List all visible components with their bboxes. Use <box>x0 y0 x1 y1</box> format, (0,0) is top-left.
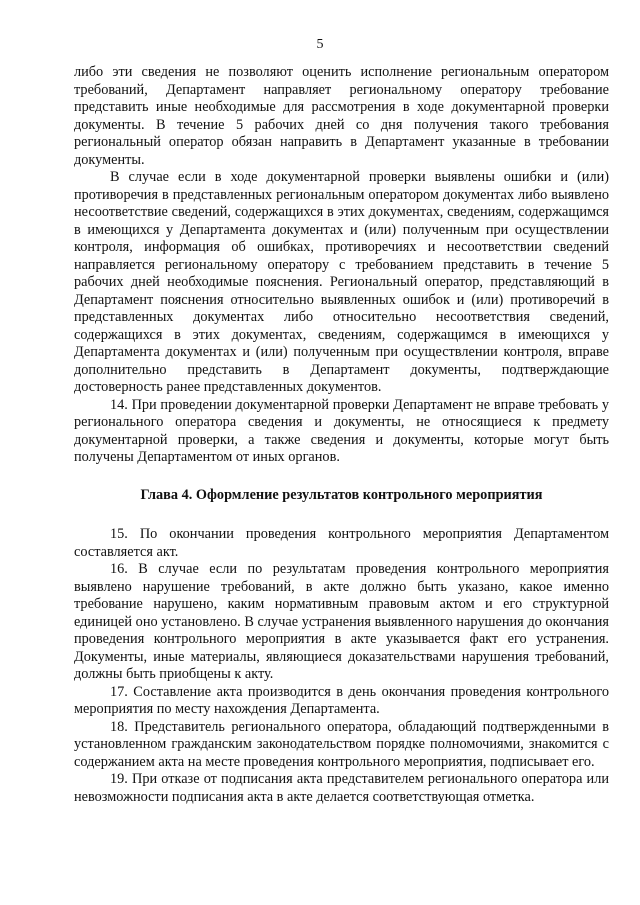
paragraph-errors-contradictions: В случае если в ходе документарной проверки выявлены ошибки и (или) противоречия в представленных региональным оператором документах либо выявлено несоответствие сведений, содержащихся в этих документах, сведениям, содержащимся в имеющихся у Департамента документах и (или) полученным при осуществлении контроля, информация об ошибках, противоречиях и несоответствии сведений направляется региональному оператору с требованием представить в течение 5 рабочих дней необходимые пояснения. Региональный оператор, представляющий в Департамент пояснения относительно выявленных ошибок и (или) противоречий в представленных документах либо относительно несоответствия сведений, содержащихся в этих документах, сведениям, содержащимся в имеющихся у Департамента документах и (или) полученным при осуществлении контроля, вправе дополнительно представить в Департамент документы, подтверждающие достоверность ранее представленных документов. <box>74 169 609 395</box>
paragraph-continuation: либо эти сведения не позволяют оценить исполнение региональным оператором требований, Департамент направляет региональному оператору требование представить иные необходимые для рассмотрения в ходе документарной проверки документы. В течение 5 рабочих дней со дня получения такого требования региональный оператор обязан направить в Департамент указанные в требовании документы. <box>74 64 609 168</box>
paragraph-clause-16: 16. В случае если по результатам проведения контрольного мероприятия выявлено нарушение требований, в акте должно быть указано, какое именно требование нарушено, каким нормативным правовым актом и его структурной единицей оно установлено. В случае устранения выявленного нарушения до окончания проведения контрольного мероприятия в акте указывается факт его устранения. Документы, иные материалы, являющиеся доказательствами нарушения требований, должны быть приобщены к акту. <box>74 561 609 682</box>
paragraph-clause-18: 18. Представитель регионального оператора, обладающий подтвержденными в установленном гражданским законодательством порядке полномочиями, знакомится с содержанием акта на месте проведения контрольного мероприятия, подписывает его. <box>74 718 609 770</box>
paragraph-clause-14: 14. При проведении документарной проверки Департамент не вправе требовать у регионального оператора сведения и документы, не относящиеся к предмету документарной проверки, а также сведения и документы, которые могут быть получены Департаментом от иных органов. <box>74 396 609 465</box>
chapter-heading: Глава 4. Оформление результатов контрольного мероприятия <box>140 486 543 503</box>
paragraph-clause-19: 19. При отказе от подписания акта представителем регионального оператора или невозможности подписания акта в акте делается соответствующая отметка. <box>74 771 609 805</box>
page-number: 5 <box>316 37 324 52</box>
document-body <box>74 64 609 806</box>
paragraph-clause-15: 15. По окончании проведения контрольного мероприятия Департаментом составляется акт. <box>74 526 609 560</box>
paragraph-clause-17: 17. Составление акта производится в день окончания проведения контрольного мероприятия по месту нахождения Департамента. <box>74 683 609 717</box>
